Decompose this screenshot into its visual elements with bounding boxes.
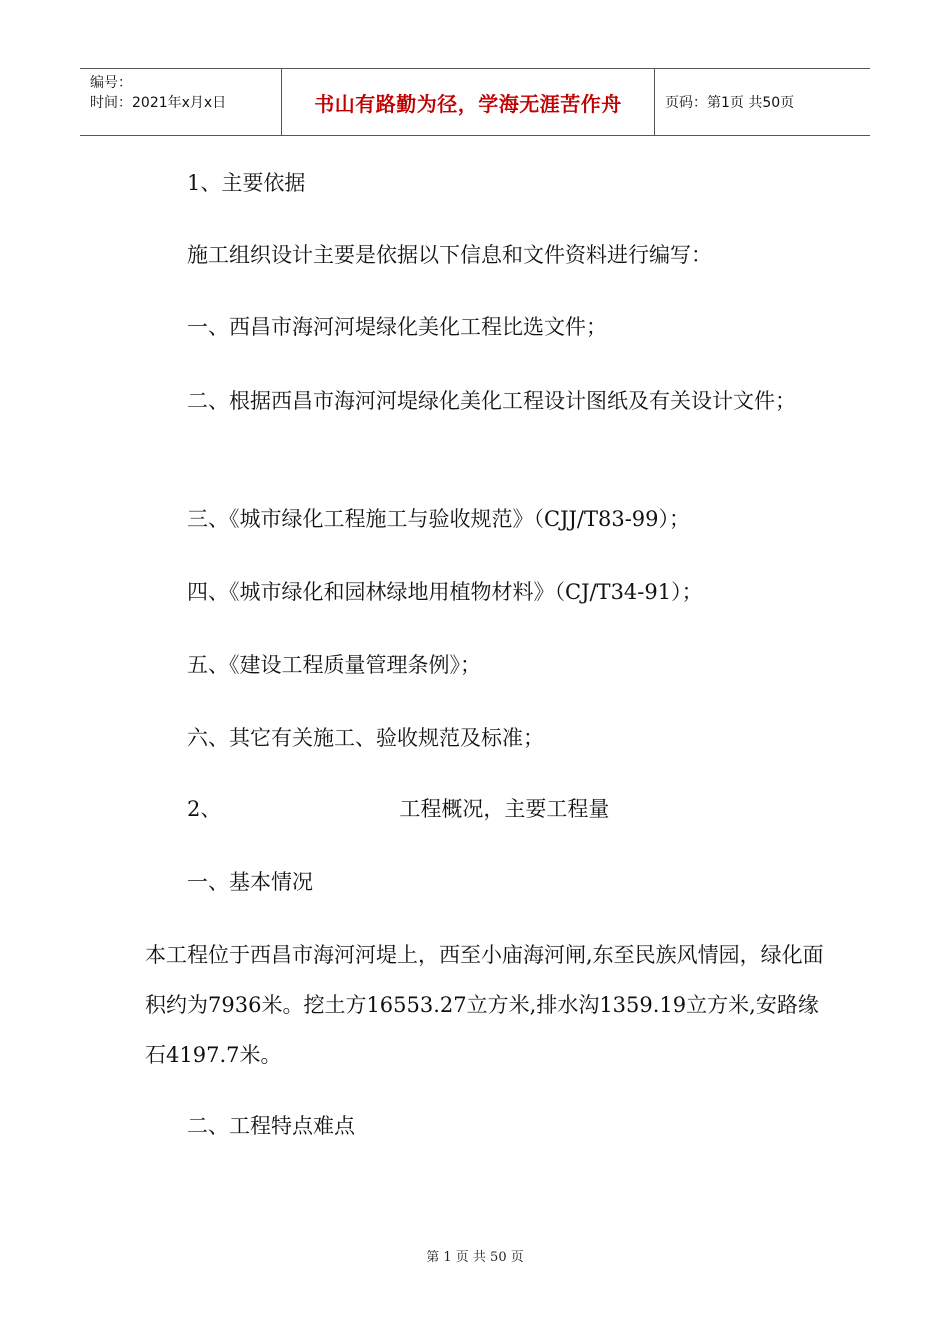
list-item-basis-5: 五、《建设工程质量管理条例》； (187, 653, 481, 677)
section-heading-2-number: 2、 (187, 797, 222, 821)
header-meta-cell (80, 69, 282, 135)
header-date-label: 时间：2021年x月x日 (90, 95, 227, 111)
list-item-basis-6: 六、其它有关施工、验收规范及标准； (187, 726, 544, 750)
list-item-basis-3: 三、《城市绿化工程施工与验收规范》（CJJ/T83-99）； (187, 507, 691, 531)
paragraph-basic-info: 本工程位于西昌市海河河堤上，西至小庙海河闸,东至民族风情园，绿化面积约为7936米。挖土方16553.27立方米,排水沟1359.19立方米,安路缘石4197.7米。 (145, 943, 824, 1067)
section-heading-1: 1、主要依据 (187, 171, 306, 195)
list-item-basis-4: 四、《城市绿化和园林绿地用植物材料》（CJ/T34-91）； (187, 580, 703, 604)
header-motto: 书山有路勤为径，学海无涯苦作舟 (282, 69, 655, 135)
header-page-label: 页码：第1页 共50页 (665, 95, 795, 111)
paragraph-basis-intro: 施工组织设计主要是依据以下信息和文件资料进行编写： (187, 243, 712, 267)
list-item-basis-1: 一、西昌市海河河堤绿化美化工程比选文件； (187, 315, 607, 339)
subheading-basic-info: 一、基本情况 (187, 870, 313, 894)
section-heading-2 (145, 784, 825, 834)
section-heading-2-text: 工程概况，主要工程量 (399, 797, 610, 821)
list-item-basis-2: 二、根据西昌市海河河堤绿化美化工程设计图纸及有关设计文件； (187, 389, 796, 413)
page-header (80, 68, 870, 136)
subheading-features: 二、工程特点难点 (187, 1114, 355, 1138)
header-number-label: 编号： (90, 75, 132, 91)
page-footer: 第 1 页 共 50 页 (426, 1250, 524, 1265)
